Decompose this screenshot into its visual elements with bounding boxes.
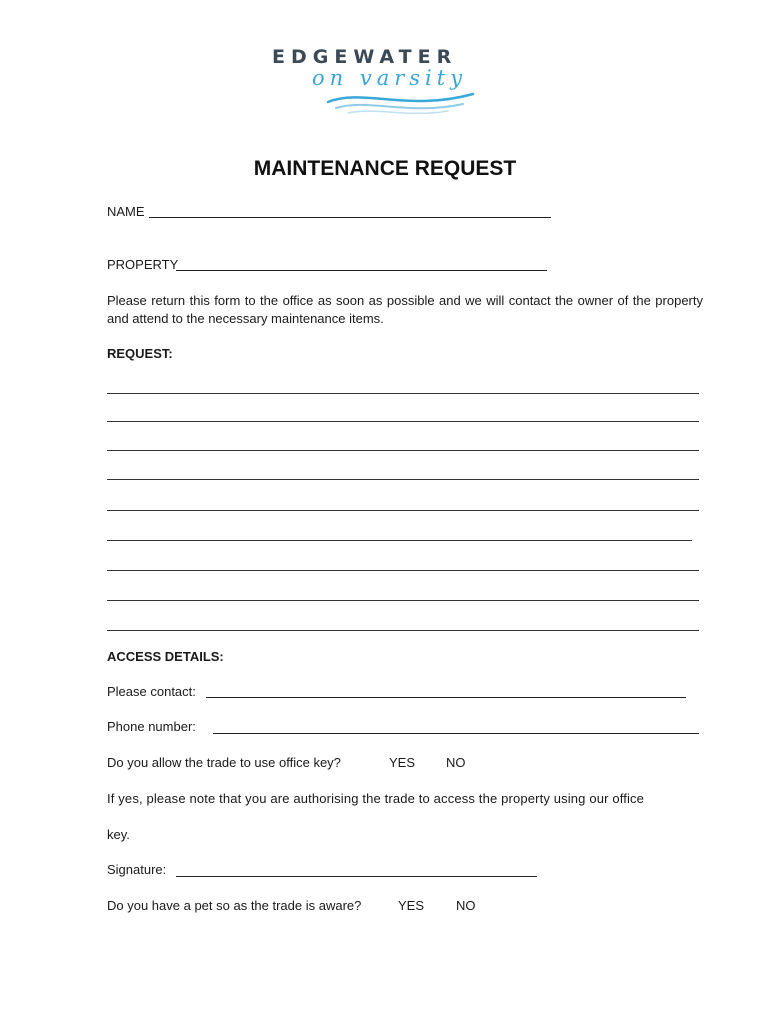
name-field[interactable] (149, 217, 551, 218)
request-line-2[interactable] (107, 421, 699, 422)
request-line-8[interactable] (107, 600, 699, 601)
contact-label: Please contact: (107, 684, 196, 699)
authorise-text-line2: key. (107, 827, 130, 842)
request-line-6[interactable] (107, 540, 692, 541)
pet-yes-option[interactable]: YES (398, 898, 425, 913)
request-line-5[interactable] (107, 510, 699, 511)
property-label: PROPERTY (107, 257, 179, 272)
signature-label: Signature: (107, 862, 167, 877)
request-line-3[interactable] (107, 450, 699, 451)
office-key-no-option[interactable]: NO (446, 755, 466, 770)
signature-field[interactable] (176, 876, 537, 877)
request-line-7[interactable] (107, 570, 699, 571)
page-title: MAINTENANCE REQUEST (253, 157, 517, 180)
logo-tagline: on varsity (312, 66, 468, 90)
phone-field[interactable] (213, 733, 699, 734)
authorise-text-line1: If yes, please note that you are authorising the trade to access the property using our office (107, 791, 645, 806)
request-line-4[interactable] (107, 479, 699, 480)
property-field[interactable] (176, 270, 547, 271)
request-line-9[interactable] (107, 630, 699, 631)
contact-field[interactable] (206, 697, 686, 698)
logo-name: EDGEWATER (272, 46, 458, 68)
name-label: NAME (107, 204, 145, 219)
pet-no-option[interactable]: NO (456, 898, 476, 913)
access-heading: ACCESS DETAILS: (107, 649, 224, 664)
office-key-yes-option[interactable]: YES (389, 755, 416, 770)
request-heading: REQUEST: (107, 346, 173, 361)
intro-paragraph: Please return this form to the office as soon as possible and we will contact the owner of the property and attend to the necessary maintenance items. (107, 293, 703, 326)
request-line-1[interactable] (107, 393, 699, 394)
phone-label: Phone number: (107, 719, 196, 734)
pet-question: Do you have a pet so as the trade is aware? (107, 898, 362, 913)
edgewater-logo (268, 44, 504, 120)
office-key-question: Do you allow the trade to use office key? (107, 755, 341, 770)
wave-icon (268, 82, 504, 122)
